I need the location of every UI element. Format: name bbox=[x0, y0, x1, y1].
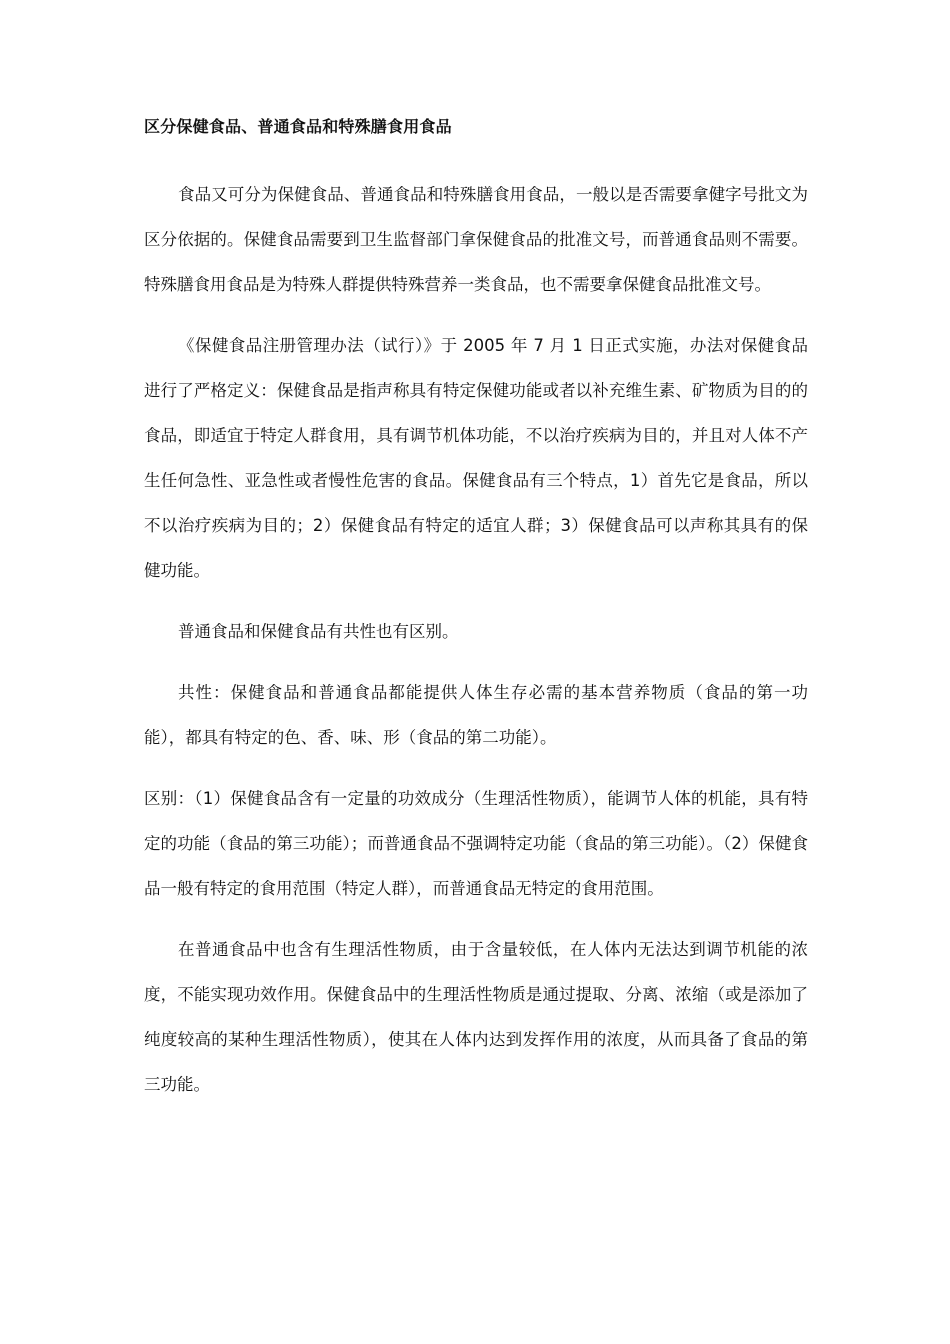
paragraph-commonality: 共性：保健食品和普通食品都能提供人体生存必需的基本营养物质（食品的第一功能），都具有特定的色、香、味、形（食品的第二功能）。 bbox=[144, 683, 808, 747]
paragraph-definition: 《保健食品注册管理办法（试行）》于 2005 年 7 月 1 日正式实施，办法对保健食品进行了严格定义：保健食品是指声称具有特定保健功能或者以补充维生素、矿物质为目的的食品，即适宜于特定人群食用，具有调节机体功能，不以治疗疾病为目的，并且对人体不产生任何急性、亚急性或者慢性危害的食品。保健食品有三个特点，1）首先它是食品，所以不以治疗疾病为目的；2）保健食品有特定的适宜人群；3）保健食品可以声称其具有的保健功能。 bbox=[144, 336, 808, 580]
document-body bbox=[144, 112, 808, 1107]
paragraph-intro: 食品又可分为保健食品、普通食品和特殊膳食用食品，一般以是否需要拿健字号批文为区分依据的。保健食品需要到卫生监督部门拿保健食品的批准文号，而普通食品则不需要。特殊膳食用食品是为特殊人群提供特殊营养一类食品，也不需要拿保健食品批准文号。 bbox=[144, 185, 808, 294]
paragraph-comparison-intro: 普通食品和保健食品有共性也有区别。 bbox=[178, 622, 459, 641]
paragraph-differences: 区别：（1）保健食品含有一定量的功效成分（生理活性物质），能调节人体的机能，具有特定的功能（食品的第三功能）；而普通食品不强调特定功能（食品的第三功能）。（2）保健食品一般有特定的食用范围（特定人群），而普通食品无特定的食用范围。 bbox=[144, 789, 808, 898]
document-title: 区分保健食品、普通食品和特殊膳食用食品 bbox=[144, 117, 452, 136]
paragraph-active-substances: 在普通食品中也含有生理活性物质，由于含量较低，在人体内无法达到调节机能的浓度，不能实现功效作用。保健食品中的生理活性物质是通过提取、分离、浓缩（或是添加了纯度较高的某种生理活性物质），使其在人体内达到发挥作用的浓度，从而具备了食品的第三功能。 bbox=[144, 940, 808, 1094]
